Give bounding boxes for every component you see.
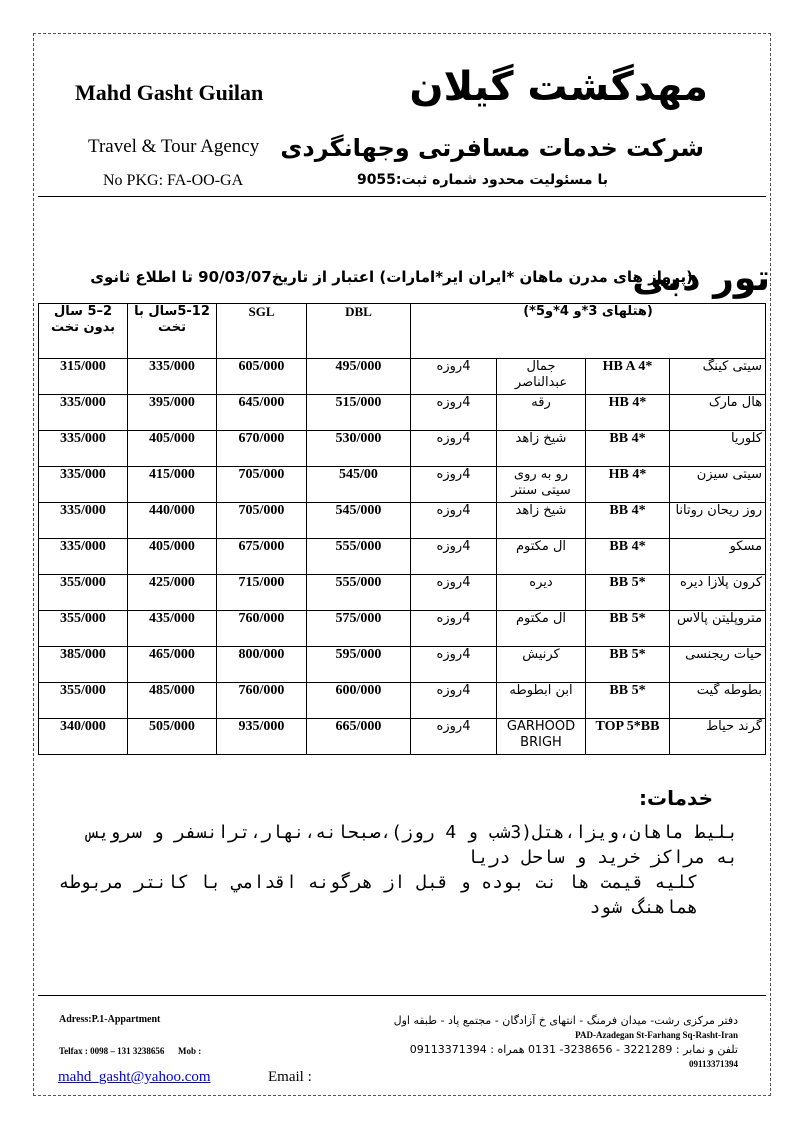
cell-child-bed: 415/000 — [128, 467, 217, 503]
telephone-fa: تلفن و نمابر : 3221289 - 3238656- 0131 همراه : 09113371394 — [409, 1043, 738, 1056]
cell-duration: 4روزه — [411, 719, 497, 755]
cell-sgl: 670/000 — [217, 431, 307, 467]
cell-area: آل مکتوم — [497, 611, 586, 647]
cell-hotel: گرند حیاط — [670, 719, 766, 755]
cell-hotel: کلوریا — [670, 431, 766, 467]
cell-hotel: متروپلیتن پالاس — [670, 611, 766, 647]
address-en: PAD-Azadegan St-Farhang Sq-Rasht-Iran — [575, 1030, 738, 1040]
cell-child-bed: 405/000 — [128, 539, 217, 575]
cell-child-no-bed: 355/000 — [39, 683, 128, 719]
cell-child-bed: 485/000 — [128, 683, 217, 719]
table-row — [39, 503, 766, 539]
package-code: No PKG: FA-OO-GA — [103, 172, 244, 189]
cell-dbl: 530/000 — [307, 431, 411, 467]
cell-class: BB 5* — [586, 683, 670, 719]
email-label: Email : — [268, 1069, 312, 1085]
table-row — [39, 467, 766, 503]
cell-duration: 4روزه — [411, 503, 497, 539]
table-row — [39, 683, 766, 719]
col-dbl: DBL — [307, 304, 411, 359]
services-line-2: کلیه قیمت ها نت بوده و قبل از هرگونه اقدامي با کانتر مربوطه هماهنگ شود — [58, 872, 698, 918]
cell-area: شیخ زاهد — [497, 431, 586, 467]
cell-duration: 4روزه — [411, 467, 497, 503]
cell-hotel: سیتی کینگ — [670, 359, 766, 395]
cell-child-bed: 425/000 — [128, 575, 217, 611]
cell-area: GARHOOD BRIGH — [497, 719, 586, 755]
cell-duration: 4روزه — [411, 395, 497, 431]
cell-child-bed: 335/000 — [128, 359, 217, 395]
cell-area: شیخ زاهد — [497, 503, 586, 539]
company-name-fa: مهدگشت گیلان — [409, 64, 708, 110]
cell-child-no-bed: 335/000 — [39, 503, 128, 539]
cell-class: BB 5* — [586, 575, 670, 611]
agency-type-fa: شرکت خدمات مسافرتی وجهانگردی — [280, 134, 704, 162]
cell-child-no-bed: 335/000 — [39, 431, 128, 467]
cell-sgl: 715/000 — [217, 575, 307, 611]
cell-sgl: 645/000 — [217, 395, 307, 431]
address-fa: دفتر مرکزی رشت- میدان فرمنگ - انتهای خ آزادگان - مجتمع پاد - طبقه اول — [393, 1014, 738, 1027]
cell-duration: 4روزه — [411, 431, 497, 467]
cell-area: دیره — [497, 575, 586, 611]
cell-area: رو به روی سیتی سنتر — [497, 467, 586, 503]
cell-dbl: 515/000 — [307, 395, 411, 431]
cell-child-bed: 440/000 — [128, 503, 217, 539]
table-row — [39, 575, 766, 611]
cell-class: BB 5* — [586, 647, 670, 683]
cell-class: HB A 4* — [586, 359, 670, 395]
table-row — [39, 647, 766, 683]
table-header-row — [39, 304, 766, 359]
cell-dbl: 495/000 — [307, 359, 411, 395]
table-row — [39, 395, 766, 431]
cell-dbl: 555/000 — [307, 575, 411, 611]
services-title: خدمات: — [639, 786, 713, 810]
cell-dbl: 600/000 — [307, 683, 411, 719]
cell-child-no-bed: 315/000 — [39, 359, 128, 395]
mobile-label: Mob : — [178, 1046, 202, 1056]
cell-child-no-bed: 335/000 — [39, 395, 128, 431]
price-table — [38, 303, 766, 755]
cell-dbl: 665/000 — [307, 719, 411, 755]
cell-hotel: کرون پلازا دیره — [670, 575, 766, 611]
telephone-en: Telfax : 0098 – 131 3238656 — [59, 1046, 165, 1056]
cell-class: BB 5* — [586, 611, 670, 647]
header-divider — [38, 196, 766, 197]
mobile-number: 09113371394 — [688, 1059, 738, 1069]
cell-child-bed: 405/000 — [128, 431, 217, 467]
cell-child-no-bed: 340/000 — [39, 719, 128, 755]
cell-class: HB 4* — [586, 467, 670, 503]
footer-divider — [38, 995, 766, 996]
address-label: Adress:P.1-Appartment — [59, 1014, 161, 1025]
table-row — [39, 431, 766, 467]
cell-class: BB 4* — [586, 503, 670, 539]
cell-area: کرنیش — [497, 647, 586, 683]
cell-dbl: 545/000 — [307, 503, 411, 539]
cell-class: HB 4* — [586, 395, 670, 431]
cell-hotel: روز ریحان روتانا — [670, 503, 766, 539]
cell-child-no-bed: 385/000 — [39, 647, 128, 683]
table-row — [39, 539, 766, 575]
cell-sgl: 705/000 — [217, 467, 307, 503]
cell-class: BB 4* — [586, 431, 670, 467]
cell-child-bed: 435/000 — [128, 611, 217, 647]
cell-duration: 4روزه — [411, 647, 497, 683]
cell-area: ابن ابطوطه — [497, 683, 586, 719]
cell-sgl: 605/000 — [217, 359, 307, 395]
table-row — [39, 359, 766, 395]
cell-child-bed: 395/000 — [128, 395, 217, 431]
col-sgl: SGL — [217, 304, 307, 359]
cell-child-bed: 505/000 — [128, 719, 217, 755]
cell-hotel: سیتی سیزن — [670, 467, 766, 503]
table-row — [39, 611, 766, 647]
cell-hotel: بطوطه گیت — [670, 683, 766, 719]
tour-title: تور دبی — [632, 258, 770, 299]
cell-dbl: 575/000 — [307, 611, 411, 647]
cell-class: TOP 5*BB — [586, 719, 670, 755]
cell-hotel: هال مارک — [670, 395, 766, 431]
tour-description: (پرواز های مدرن ماهان *ایران ایر*امارات) اعتبار از تاریخ90/03/07 تا اطلاع ثانوی — [90, 268, 693, 286]
cell-sgl: 705/000 — [217, 503, 307, 539]
email-link[interactable]: mahd_gasht@yahoo.com — [58, 1069, 211, 1085]
col-hotels: (هتلهای 3*و 4*و5*) — [411, 304, 766, 359]
cell-duration: 4روزه — [411, 359, 497, 395]
cell-child-no-bed: 335/000 — [39, 467, 128, 503]
cell-sgl: 935/000 — [217, 719, 307, 755]
cell-duration: 4روزه — [411, 611, 497, 647]
services-text — [58, 820, 738, 920]
cell-dbl: 545/00 — [307, 467, 411, 503]
cell-class: BB 4* — [586, 539, 670, 575]
cell-child-no-bed: 355/000 — [39, 575, 128, 611]
cell-sgl: 800/000 — [217, 647, 307, 683]
cell-child-no-bed: 355/000 — [39, 611, 128, 647]
cell-duration: 4روزه — [411, 575, 497, 611]
registration-number: با مسئولیت محدود شماره ثبت:9055 — [356, 172, 608, 188]
cell-area: رقه — [497, 395, 586, 431]
cell-hotel: مسکو — [670, 539, 766, 575]
cell-area: جمال عبدالناصر — [497, 359, 586, 395]
cell-duration: 4روزه — [411, 539, 497, 575]
cell-hotel: حیات ریجنسی — [670, 647, 766, 683]
cell-child-no-bed: 335/000 — [39, 539, 128, 575]
cell-sgl: 760/000 — [217, 611, 307, 647]
cell-duration: 4روزه — [411, 683, 497, 719]
table-row — [39, 719, 766, 755]
col-child-no-bed: 2–5 سال بدون تخت — [39, 304, 128, 359]
cell-dbl: 555/000 — [307, 539, 411, 575]
cell-sgl: 675/000 — [217, 539, 307, 575]
company-name-en: Mahd Gasht Guilan — [75, 80, 264, 105]
services-line-1: بلیط ماهان،ویزا،هتل(3شب و 4 روز)،صبحانه،نهار،ترانسفر و سرویس به مراکز خرید و ساحل دریا — [87, 822, 738, 868]
cell-dbl: 595/000 — [307, 647, 411, 683]
col-child-bed: 5-12سال با تخت — [128, 304, 217, 359]
cell-child-bed: 465/000 — [128, 647, 217, 683]
agency-type-en: Travel & Tour Agency — [88, 136, 260, 157]
cell-area: آل مکتوم — [497, 539, 586, 575]
cell-sgl: 760/000 — [217, 683, 307, 719]
